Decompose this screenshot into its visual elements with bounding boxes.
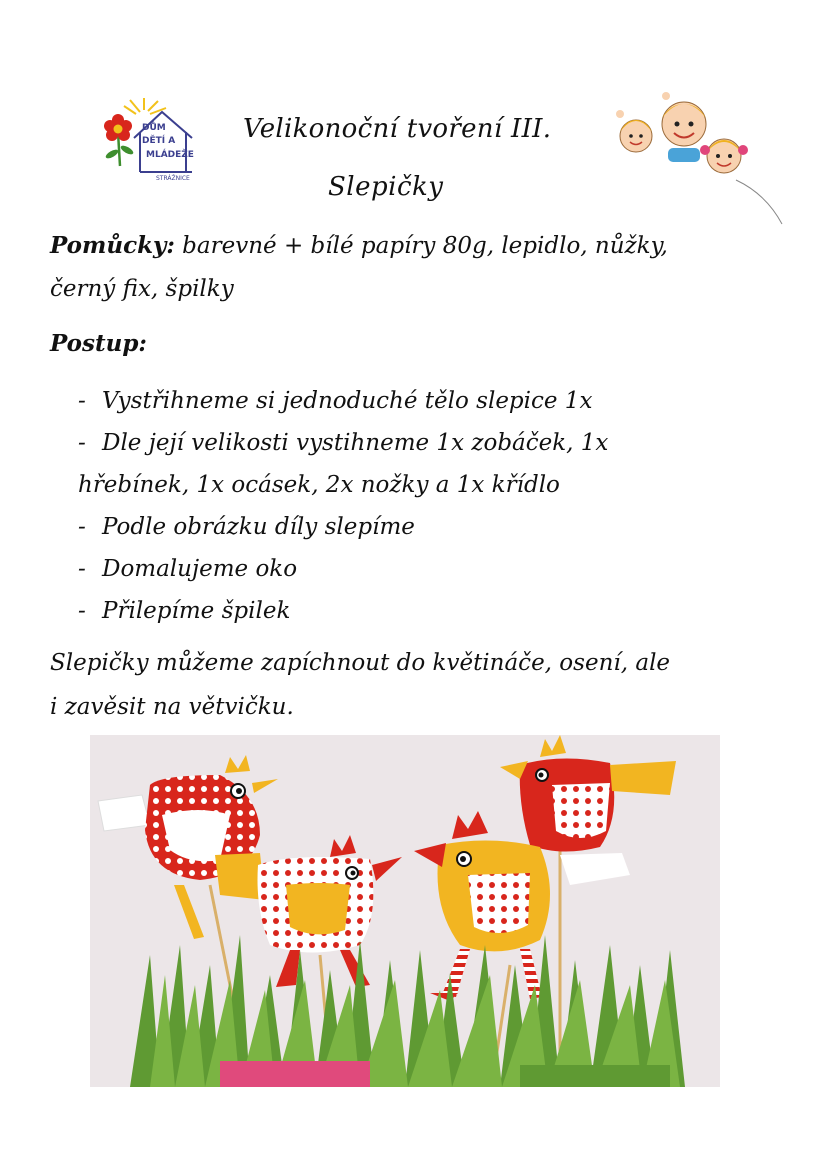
child-face-icon — [662, 102, 706, 162]
list-item: - Vystřihneme si jednoduché tělo slepice 1x — [78, 388, 593, 414]
flower-icon — [104, 114, 135, 166]
svg-text:DĚTÍ A: DĚTÍ A — [142, 136, 176, 146]
child-face-icon — [700, 139, 748, 173]
tools-label: Pomůcky: — [50, 232, 175, 259]
closing-line-1: Slepičky můžeme zapíchnout do květináče, osení, ale — [50, 650, 671, 676]
list-item-continuation: hřebínek, 1x ocásek, 2x nožky a 1x křídlo — [78, 472, 560, 498]
list-item: - Přilepíme špilek — [78, 598, 291, 624]
svg-text:STRÁŽNICE: STRÁŽNICE — [156, 175, 190, 182]
list-item: - Domalujeme oko — [78, 556, 298, 582]
svg-text:MLÁDEŽE: MLÁDEŽE — [146, 150, 194, 160]
tools-text: barevné + bílé papíry 80g, lepidlo, nůžky, — [174, 233, 668, 259]
page-title: Velikonoční tvoření III. — [243, 114, 552, 144]
procedure-steps — [78, 380, 608, 632]
child-face-icon — [620, 120, 652, 152]
tools-line-1 — [50, 232, 668, 259]
pot — [520, 1065, 670, 1087]
closing-line-2: i zavěsit na větvičku. — [50, 694, 294, 720]
tools-line-2: černý fix, špilky — [50, 276, 234, 302]
chickens-photo — [90, 735, 720, 1087]
page-subtitle: Slepičky — [328, 172, 444, 202]
ddm-logo — [100, 98, 196, 184]
list-item: - Podle obrázku díly slepíme — [78, 514, 415, 540]
procedure-label: Postup: — [50, 330, 147, 357]
list-item: - Dle její velikosti vystihneme 1x zobáček, 1x — [78, 430, 609, 456]
svg-text:DŮM: DŮM — [142, 123, 166, 133]
sun-icon — [124, 98, 166, 114]
kids-illustration — [606, 84, 786, 230]
pot — [220, 1061, 370, 1087]
